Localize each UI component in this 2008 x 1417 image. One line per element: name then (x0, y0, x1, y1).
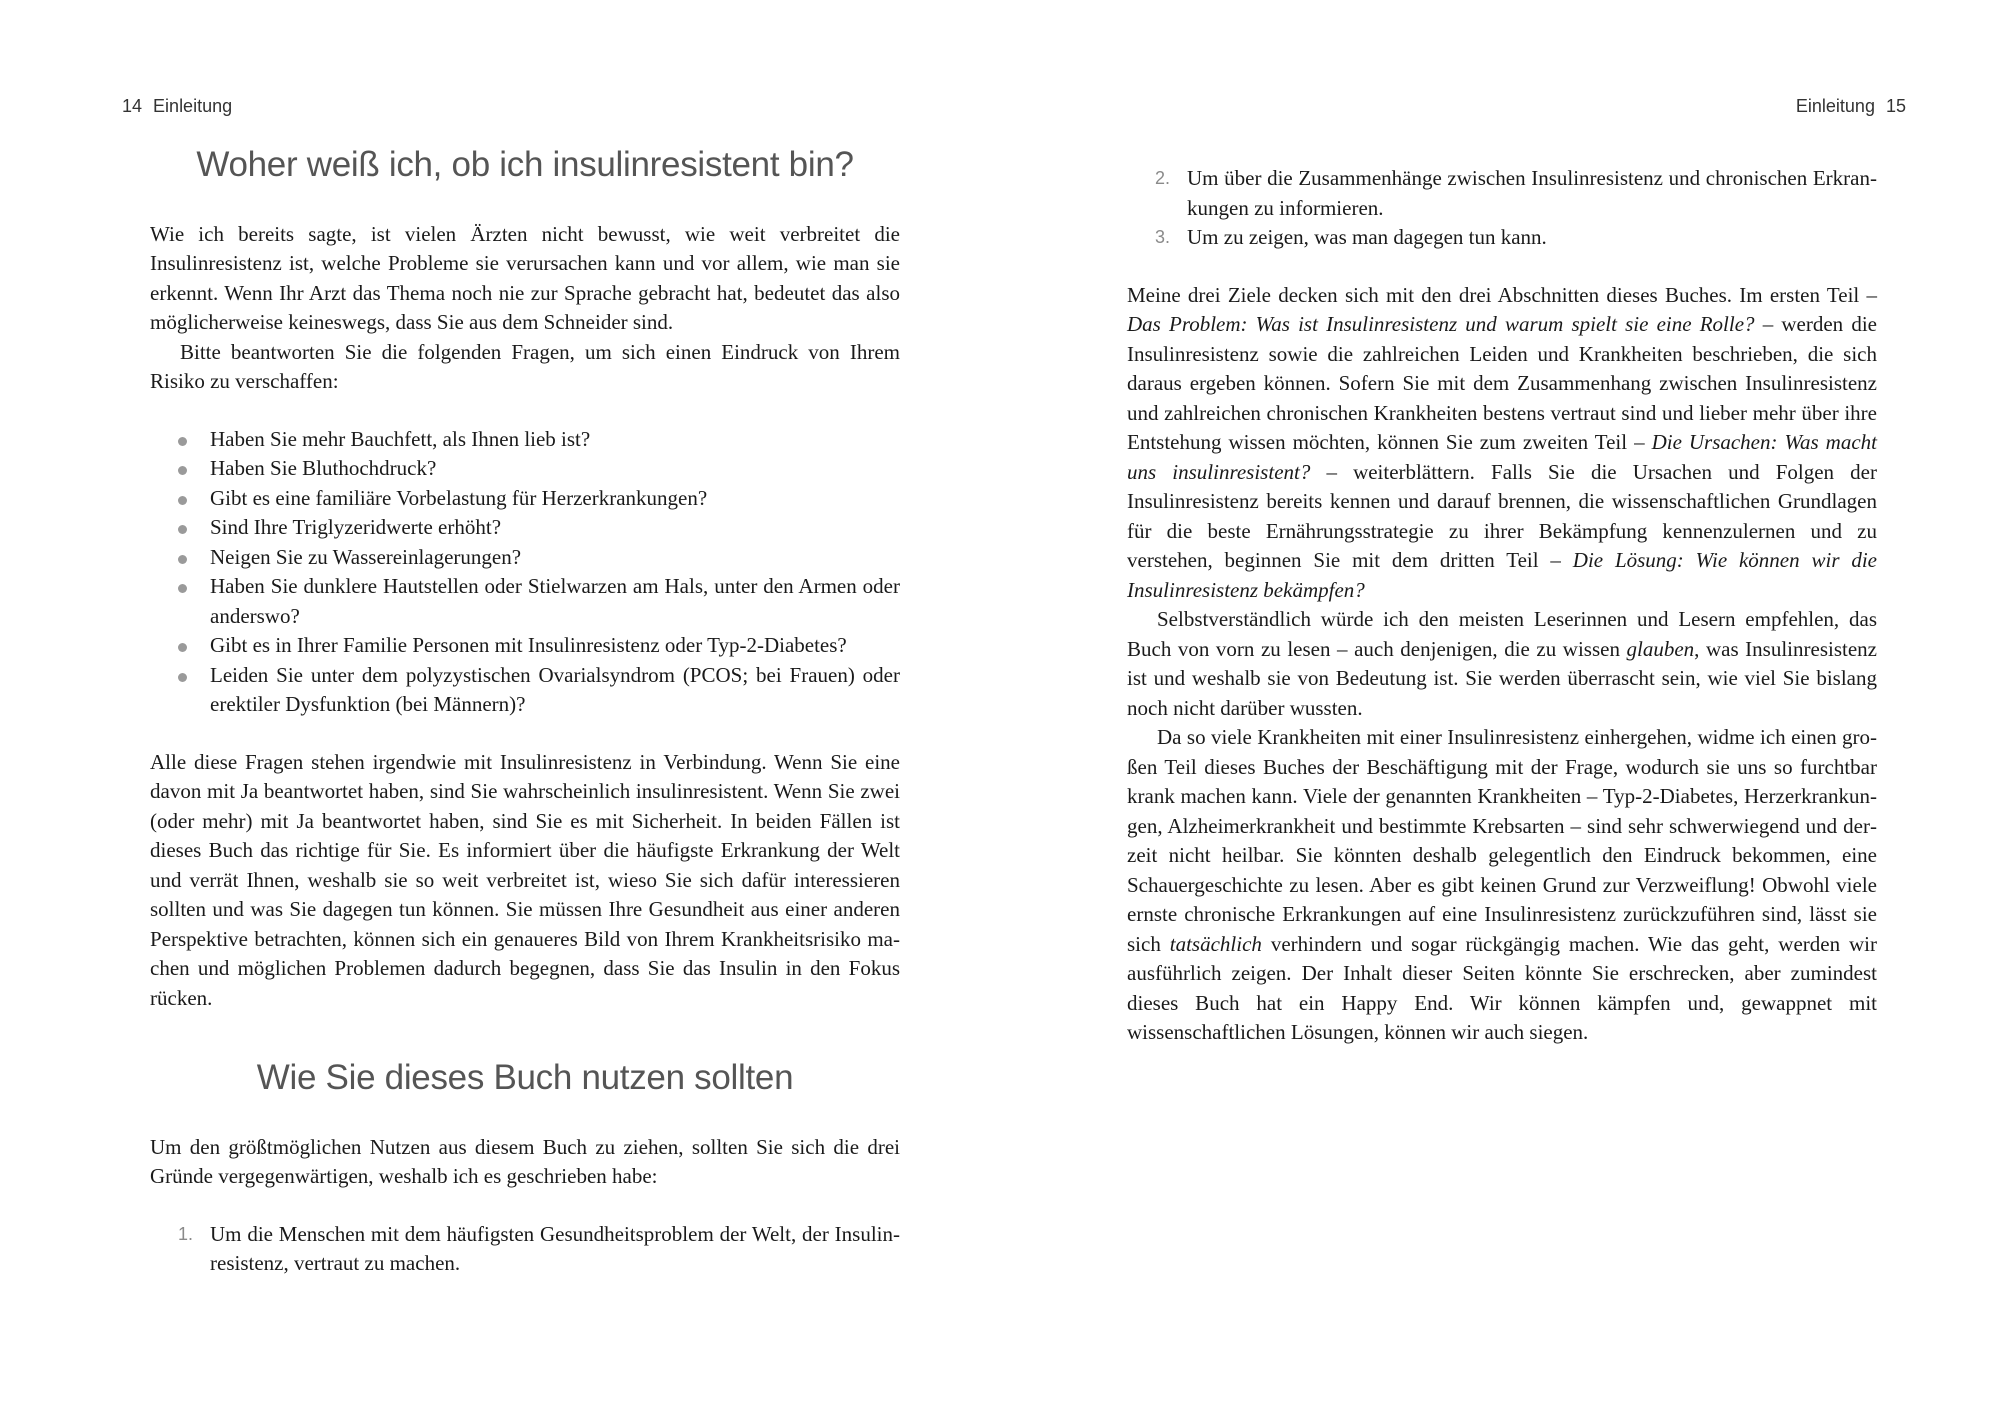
list-item-text: Um über die Zusammenhänge zwischen Insulinresistenz und chronischen Erkrankungen zu informieren. (1187, 166, 1877, 220)
goals-list (150, 1220, 900, 1279)
list-item-text: Um zu zeigen, was man dagegen tun kann. (1187, 225, 1547, 249)
list-item-text: Haben Sie Bluthochdruck? (210, 456, 437, 480)
italic-text: tatsächlich (1169, 931, 1262, 956)
list-item-text: Sind Ihre Triglyzeridwerte erhöht? (210, 515, 502, 539)
list-item (150, 454, 900, 484)
italic-text: Das Problem: Was ist Insulinresistenz und warum spielt sie eine Rolle? (1127, 312, 1755, 336)
list-item-text: Haben Sie dunklere Hautstellen oder Stielwarzen am Hals, unter den Armen oder anderswo? (210, 574, 900, 628)
list-item-text: Gibt es in Ihrer Familie Personen mit Insulinresistenz oder Typ-2-Diabetes? (210, 633, 847, 657)
list-item-text: Haben Sie mehr Bauchfett, als Ihnen lieb ist? (210, 426, 591, 451)
section-heading-insulin-resistance-check: Woher weiß ich, ob ich insulinresistent bin? (196, 145, 854, 184)
bullet-icon (178, 584, 187, 593)
bullet-icon (178, 525, 187, 534)
running-head-section-left: Einleitung (153, 96, 233, 116)
list-item (1127, 164, 1877, 223)
list-item (150, 425, 900, 455)
list-item-text: Um die Menschen mit dem häufigsten Gesundheitsproblem der Welt, der Insulinresistenz, vertraut zu machen. (210, 1221, 900, 1275)
paragraph (1127, 605, 1877, 723)
goals-list-continued (1127, 164, 1877, 253)
bullet-icon (178, 496, 187, 505)
running-head-right (1796, 96, 1912, 117)
text-run: verhindern und sogar rückgängig machen. Wie das geht, werden wir ausführlich zeigen. Der Inhalt dieser Seiten könnte Sie erschrecken, aber zumindest dieses Buch hat ein Happy End. Wir können kämpfen und, gewappnet mit wissenschaftlichen Lösungen, können wir auch siegen. (1127, 931, 1877, 1044)
list-item-text: Leiden Sie unter dem polyzystischen Ovarialsyndrom (PCOS; bei Frauen) oder erektiler Dysfunktion (bei Männern)? (210, 662, 900, 716)
paragraph: Bitte beantworten Sie die folgenden Fragen, um sich einen Eindruck von Ihrem Risiko zu verschaffen: (150, 339, 900, 393)
paragraph (1127, 281, 1877, 606)
list-item-text: Gibt es eine familiäre Vorbelastung für Herzerkrankungen? (210, 485, 708, 510)
text-run: – werden die Insulinresistenz sowie die zahlreichen Leiden und Krankheiten beschrieben, die sich daraus ergeben können. Sofern Sie mit dem Zusammenhang zwischen Insulinresistenz und zahlreichen chronischen Krankheiten bestens vertraut sind und lieber mehr über ihre Entstehung wissen möchten, können Sie zum zweiten Teil – (1127, 312, 1877, 454)
list-item (150, 484, 900, 514)
paragraph: Wie ich bereits sagte, ist vielen Ärzten nicht bewusst, wie weit verbreitet die Insulinresistenz ist, welche Probleme sie verursachen kann und vor allem, wie man sie erkennt. Wenn Ihr Arzt das Thema noch nie zur Sprache gebracht hat, bedeutet das also möglicherweise keineswegs, dass Sie aus dem Schneider sind. (150, 221, 900, 334)
list-number: 3. (1155, 227, 1171, 247)
list-item-text: Neigen Sie zu Wassereinlagerungen? (210, 544, 522, 569)
bullet-icon (178, 555, 187, 564)
bullet-icon (178, 643, 187, 652)
text-run: Meine drei Ziele decken sich mit den drei Abschnitten dieses Buches. Im ersten Teil – (1127, 282, 1877, 307)
list-item (150, 1220, 900, 1279)
italic-text: Die Ursachen: Was macht uns insulinresistent? (1127, 430, 1878, 484)
text-run: Selbstverständlich würde ich den meisten Leserinnen und Lesern empfehlen, das Buch von vorn zu lesen – auch denjenigen, die zu wissen (1127, 607, 1877, 661)
bullet-icon (178, 437, 187, 446)
paragraph: Um den größtmöglichen Nutzen aus diesem Buch zu ziehen, sollten Sie sich die drei Gründe vergegenwärtigen, weshalb ich es geschrieben habe: (150, 1134, 900, 1188)
bullet-icon (178, 673, 187, 682)
text-run: , was Insulinresistenz ist und weshalb sie von Bedeutung ist. Sie werden überrascht sein, wie viel Sie bislang noch nicht darüber wussten. (1127, 636, 1877, 720)
list-item (150, 572, 900, 631)
paragraph (1127, 723, 1877, 1048)
question-list (150, 425, 900, 720)
page-number-left: 14 (122, 96, 143, 116)
running-head-left (116, 96, 232, 117)
italic-text: glauben (1626, 636, 1695, 661)
bullet-icon (178, 466, 187, 475)
list-item (150, 661, 900, 720)
list-item (150, 631, 900, 661)
running-head-section-right: Einleitung (1795, 96, 1875, 116)
page-number-right: 15 (1885, 96, 1906, 116)
section-heading-how-to-use-book: Wie Sie dieses Buch nutzen sollten (256, 1058, 794, 1097)
paragraph: Alle diese Fragen stehen irgendwie mit Insulinresistenz in Verbindung. Wenn Sie eine davon mit Ja beantwortet haben, sind Sie wahrscheinlich insulinresistent. Wenn Sie zwei (oder mehr) mit Ja beantwortet haben, sind Sie es mit Sicherheit. In beiden Fällen ist dieses Buch das richtige für Sie. Es informiert über die häufigste Erkrankung der Welt und verrät Ihnen, weshalb sie so weit verbreitet ist, wieso Sie sich dafür interessieren sollten und was Sie dagegen tun können. Sie müssen Ihre Gesundheit aus einer anderen Perspektive betrachten, können sich ein genaueres Bild von Ihrem Krankheitsrisiko machen und möglichen Problemen dadurch begegnen, dass Sie das Insulin in den Fokus rücken. (150, 749, 900, 1010)
text-run: Da so viele Krankheiten mit einer Insulinresistenz einhergehen, widme ich einen großen Teil dieses Buches der Beschäftigung mit der Frage, wodurch sie uns so furchtbar krank machen kann. Viele der genannten Krankheiten – Typ-2-Diabetes, Herzerkrankungen, Alzheimerkrankheit und bestimmte Krebsarten – sind sehr schwerwiegend und derzeit nicht heilbar. Sie könnten deshalb gelegentlich den Eindruck bekommen, eine Schauergeschichte zu lesen. Aber es gibt keinen Grund zur Verzweiflung! Obwohl viele ernste chronische Erkrankungen auf eine Insulinresistenz zurückzuführen sind, lässt sie sich (1127, 725, 1877, 956)
left-page (150, 145, 900, 1279)
list-item (150, 513, 900, 543)
list-item (150, 543, 900, 573)
list-number: 1. (178, 1223, 194, 1244)
list-number: 2. (1155, 168, 1171, 188)
italic-text: Die Lösung: Wie können wir die Insulinresistenz bekämpfen? (1127, 548, 1877, 602)
list-item (1127, 223, 1877, 253)
right-page (1127, 164, 1877, 1048)
text-run: – weiterblättern. Falls Sie die Ursachen und Folgen der Insulinresistenz bereits kennen und darauf brennen, die wissenschaftlichen Grundlagen für die beste Ernährungsstrategie zu ihrer Bekämpfung kennenzulernen und zu verstehen, beginnen Sie mit dem dritten Teil – (1127, 459, 1877, 572)
